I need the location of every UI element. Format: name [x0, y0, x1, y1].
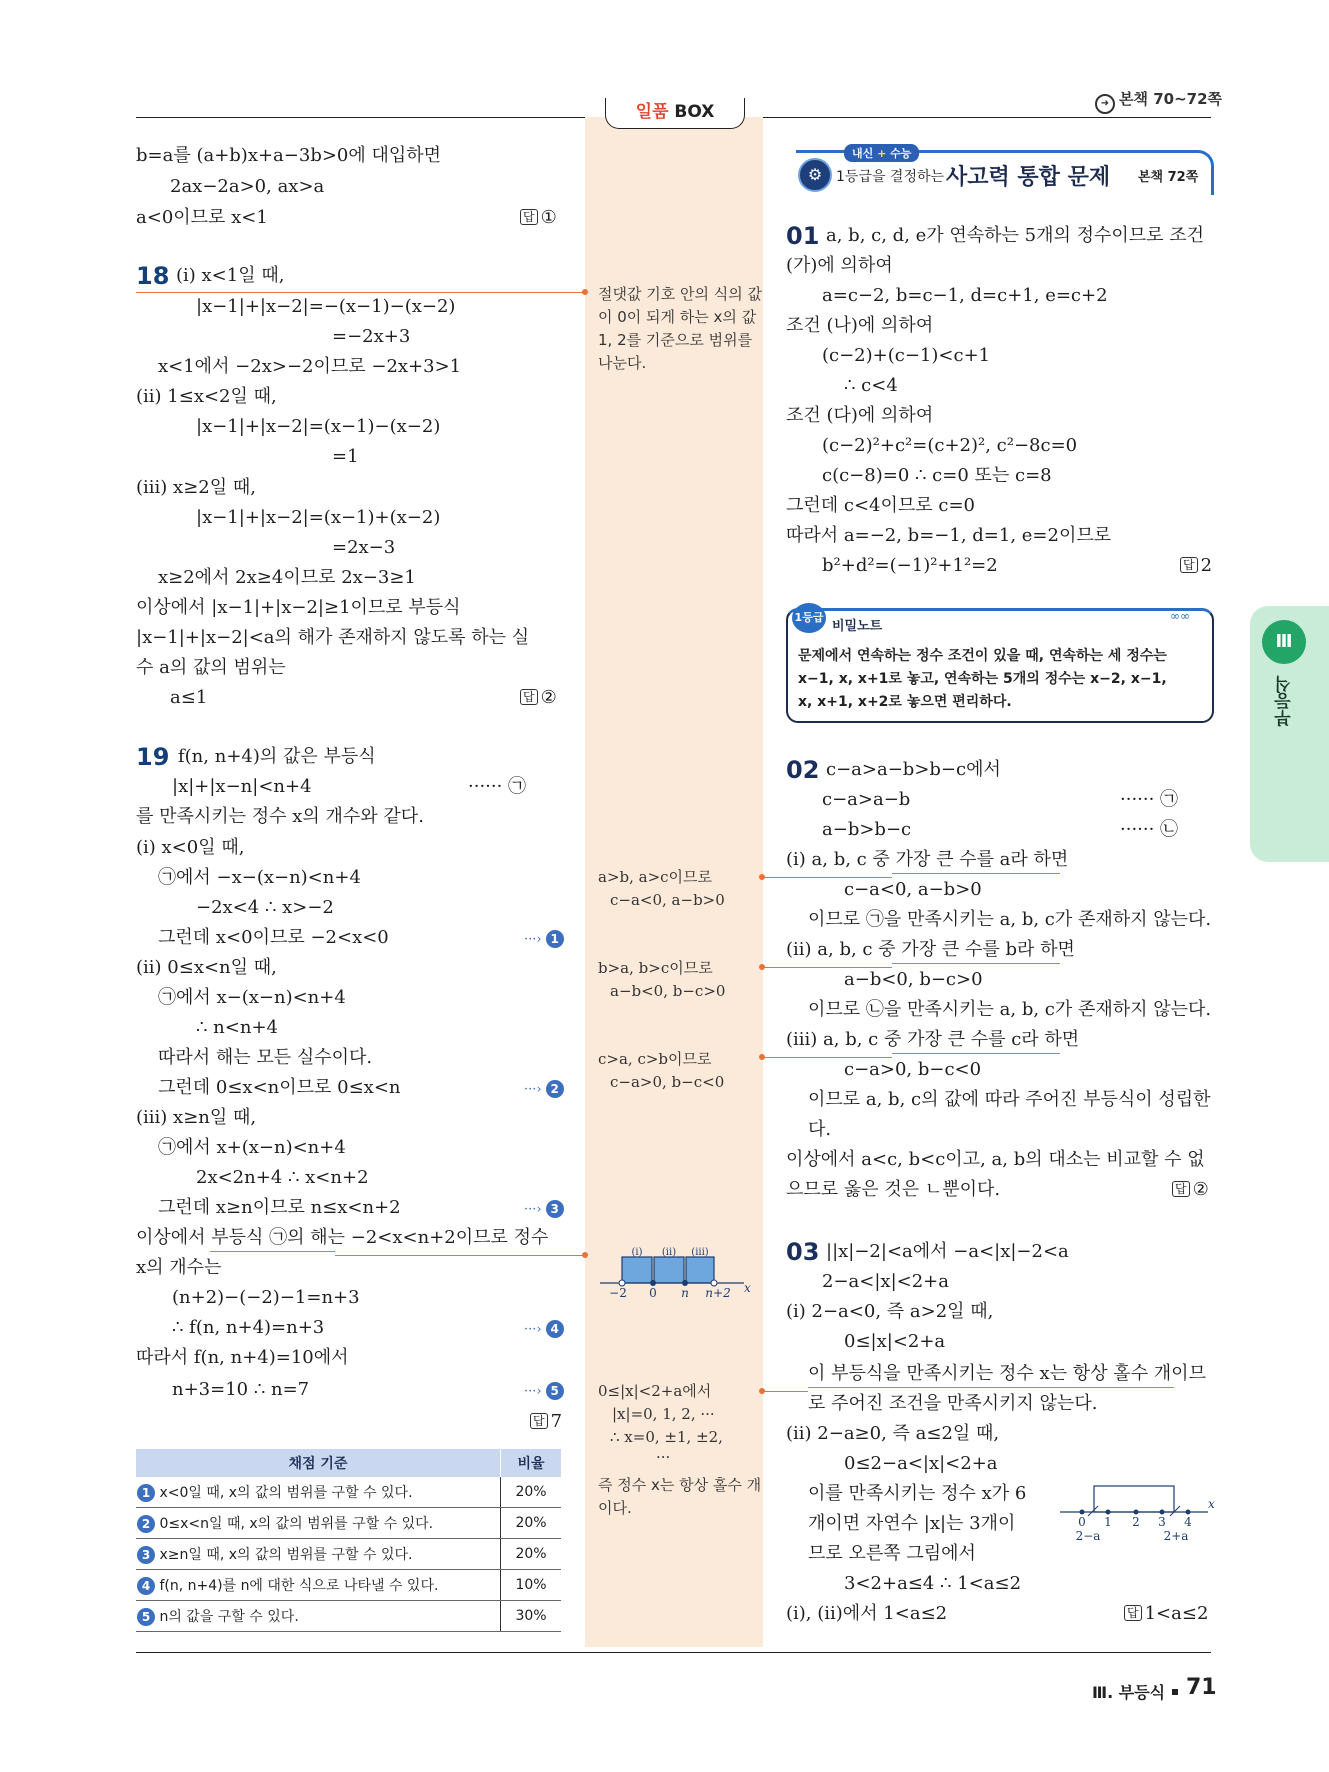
answer-mark: 답 1<a≤2	[1124, 1602, 1208, 1626]
banner-title: 사고력 통합 문제	[946, 165, 1111, 190]
text-line: 이상에서 부등식 ㉠의 해는 −2<x<n+2이므로 정수	[136, 1227, 549, 1248]
text-line: 이므로 ㉡을 만족시키는 a, b, c가 존재하지 않는다.	[808, 999, 1212, 1020]
number-line-diagram-03	[1058, 1478, 1218, 1544]
answer-mark: 답 ①	[520, 206, 557, 230]
text-line: 다.	[808, 1119, 832, 1140]
table-row: 2 0≤x<n일 때, x의 값의 범위를 구할 수 있다. 20%	[136, 1508, 561, 1539]
text-line: 3<2+a≤4 ∴ 1<a≤2	[844, 1573, 1022, 1594]
text-line: |x−1|+|x−2|=−(x−1)−(x−2)	[196, 296, 456, 317]
tick-label: n	[681, 1286, 689, 1300]
criterion-text: f(n, n+4)를 n에 대한 식으로 나타낼 수 있다.	[159, 1578, 439, 1594]
text-line: (iii) a, b, c 중 가장 큰 수를 c라 하면	[786, 1029, 1080, 1050]
text-line: (i), (ii)에서 1<a≤2	[786, 1603, 948, 1624]
criterion-pct: 30%	[501, 1601, 562, 1632]
text-line: 2ax−2a>0, ax>a	[170, 176, 325, 197]
tick-label: 1	[1104, 1515, 1112, 1529]
text-line: (c−2)²+c²=(c+2)², c²−8c=0	[822, 435, 1078, 456]
grade-badge: 1등급	[792, 603, 826, 633]
text-line: b=a를 (a+b)x+a−3b>0에 대입하면	[136, 145, 442, 166]
problem-number: 19	[136, 743, 170, 771]
underline	[892, 963, 1060, 964]
text-line: 2−a<|x|<2+a	[822, 1271, 949, 1292]
banner-page-ref: 본책 72쪽	[1138, 170, 1199, 185]
text-line: ∴ c<4	[844, 375, 898, 396]
tick-label: n+2	[705, 1286, 731, 1300]
text-line: c−a>a−b>b−c에서	[826, 759, 1001, 780]
text-line: (ii) a, b, c 중 가장 큰 수를 b라 하면	[786, 939, 1075, 960]
text-line: x−1, x, x+1로 놓고, 연속하는 5개의 정수는 x−2, x−1,	[798, 671, 1167, 687]
text-line: c(c−8)=0 ∴ c=0 또는 c=8	[822, 465, 1052, 486]
text-line: (ii) 1≤x<2일 때,	[136, 386, 277, 407]
text-line: 이므로 a, b, c의 값에 따라 주어진 부등식이 성립한	[808, 1089, 1211, 1110]
text-line: −2x<4 ∴ x>−2	[196, 897, 334, 918]
text-line: (i) a, b, c 중 가장 큰 수를 a라 하면	[786, 849, 1069, 870]
text-line: 그런데 x≥n이므로 n≤x<n+2	[158, 1197, 401, 1218]
text-line: (iii) x≥2일 때,	[136, 477, 256, 498]
text-line: =1	[332, 446, 359, 467]
text-line: a−b<0, b−c>0	[844, 969, 983, 990]
connector-dot	[759, 1054, 765, 1060]
text-line: |x−1|+|x−2|=(x−1)−(x−2)	[196, 416, 441, 437]
text-line: 개이면 자연수 |x|는 3개이	[808, 1513, 1016, 1534]
number-line-diagram	[596, 1245, 756, 1301]
text-line: 이상에서 |x−1|+|x−2|≥1이므로 부등식	[136, 597, 461, 618]
text-line: n+3=10 ∴ n=7	[172, 1379, 310, 1400]
text-line: |x−1|+|x−2|<a의 해가 존재하지 않도록 하는 실	[136, 627, 530, 648]
text-line: ∴ f(n, n+4)=n+3	[172, 1317, 325, 1338]
underline	[808, 1387, 1174, 1388]
text-line: (ii) 0≤x<n일 때,	[136, 957, 277, 978]
region-label: (iii)	[691, 1247, 709, 1258]
text-line: 따라서 해는 모든 실수이다.	[158, 1047, 373, 1068]
text-line: 조건 (다)에 의하여	[786, 405, 934, 426]
text-line: x<1에서 −2x>−2이므로 −2x+3>1	[158, 356, 462, 377]
text-line: (c−2)+(c−1)<c+1	[822, 345, 991, 366]
text-line: a=c−2, b=c−1, d=c+1, e=c+2	[822, 285, 1108, 306]
table-row: 5 n의 값을 구할 수 있다. 30%	[136, 1601, 561, 1632]
axis-label: x	[1208, 1497, 1215, 1511]
interval-region	[654, 1257, 684, 1283]
connector-line	[762, 1391, 808, 1392]
table-row: 3 x≥n일 때, x의 값의 범위를 구할 수 있다. 20%	[136, 1539, 561, 1570]
connector-dot	[582, 289, 588, 295]
text-line: |x−1|+|x−2|=(x−1)+(x−2)	[196, 507, 441, 528]
underline	[892, 873, 1060, 874]
text-line: 그런데 x<0이므로 −2<x<0	[158, 927, 389, 948]
equation-tag: ······ ㉠	[1120, 789, 1179, 810]
text-line: ㉠에서 x−(x−n)<n+4	[158, 987, 346, 1008]
connector-dot	[759, 874, 765, 880]
criterion-text: n의 값을 구할 수 있다.	[159, 1609, 299, 1625]
text-line: 0≤|x|<2+a	[844, 1331, 946, 1352]
problem-number: 02	[786, 756, 820, 784]
text-line: (n+2)−(−2)−1=n+3	[172, 1287, 360, 1308]
text-line: a, b, c, d, e가 연속하는 5개의 정수이므로 조건	[826, 225, 1205, 246]
text-line: 므로 오른쪽 그림에서	[808, 1543, 976, 1564]
exam-tag: 내신 + 수능	[844, 144, 919, 162]
text-line: 이를 만족시키는 정수 x가 6	[808, 1483, 1027, 1504]
text-line: 그런데 c<4이므로 c=0	[786, 495, 976, 516]
region-label: (ii)	[661, 1247, 677, 1258]
tick-point	[1160, 1510, 1165, 1515]
underline	[892, 1053, 1060, 1054]
text-line: 이상에서 a<c, b<c이고, a, b의 대소는 비교할 수 없	[786, 1149, 1205, 1170]
tick-label: 2	[1132, 1515, 1140, 1529]
answer-mark: 답 2	[1180, 554, 1212, 578]
problem-number: 18	[136, 262, 170, 290]
chapter-roman-badge: Ⅲ	[1262, 620, 1306, 664]
text-line: 수 a의 값의 범위는	[136, 657, 286, 678]
text-line: c−a>0, b−c<0	[844, 1059, 982, 1080]
text-line: |x|+|x−n|<n+4	[172, 776, 312, 797]
text-line: 그런데 0≤x<n이므로 0≤x<n	[158, 1077, 401, 1098]
text-line: (i) x<1일 때,	[176, 265, 285, 286]
tick-label: 3	[1158, 1515, 1166, 1529]
text-line: 이 부등식을 만족시키는 정수 x는 항상 홀수 개이므	[808, 1363, 1206, 1384]
criterion-pct: 20%	[501, 1539, 562, 1570]
axis-label: x	[744, 1281, 751, 1295]
step-marker: ···› 2	[524, 1080, 564, 1098]
secret-note-box	[786, 608, 1214, 723]
interval-region	[622, 1257, 652, 1283]
text-line: a≤1	[170, 687, 208, 708]
secret-note-title: 비밀노트	[832, 619, 883, 634]
banner-subtitle: 1등급을 결정하는	[836, 169, 945, 185]
section-banner	[786, 148, 1211, 194]
text-line: 0≤2−a<|x|<2+a	[844, 1453, 998, 1474]
criterion-text: x<0일 때, x의 값의 범위를 구할 수 있다.	[159, 1485, 413, 1501]
connector-dot	[582, 1252, 588, 1258]
criterion-text: 0≤x<n일 때, x의 값의 범위를 구할 수 있다.	[159, 1516, 434, 1532]
text-line: 문제에서 연속하는 정수 조건이 있을 때, 연속하는 세 정수는	[798, 648, 1167, 664]
region-label: (i)	[631, 1247, 643, 1258]
text-line: ㉠에서 −x−(x−n)<n+4	[158, 867, 361, 888]
footer-chapter: Ⅲ. 부등식	[1092, 1683, 1166, 1702]
equation-tag: ······ ㉡	[1120, 819, 1179, 840]
tick-point	[1186, 1510, 1191, 1515]
problem-number: 03	[786, 1238, 820, 1266]
tick-label: 2−a	[1075, 1529, 1101, 1543]
text-line: c−a>a−b	[822, 789, 911, 810]
text-line: (가)에 의하여	[786, 255, 893, 276]
tick-label: −2	[609, 1286, 627, 1300]
text-line: =2x−3	[332, 537, 396, 558]
tick-point	[1080, 1510, 1085, 1515]
interval-region	[1094, 1486, 1174, 1512]
problem-number: 01	[786, 222, 820, 250]
text-line: b²+d²=(−1)²+1²=2	[822, 555, 998, 576]
table-header: 비율	[501, 1449, 562, 1477]
underline	[210, 1251, 335, 1252]
equation-tag: ······ ㉠	[468, 776, 527, 797]
criterion-pct: 20%	[501, 1477, 562, 1508]
table-header: 채점 기준	[136, 1449, 501, 1477]
text-line: 따라서 f(n, n+4)=10에서	[136, 1347, 349, 1368]
gear-icon: ⚙	[798, 158, 832, 192]
text-line: 2x<2n+4 ∴ x<n+2	[196, 1167, 369, 1188]
book-reference: ➜ 본책 70~72쪽	[1095, 88, 1222, 114]
text-line: (iii) x≥n일 때,	[136, 1107, 257, 1128]
text-line: 따라서 a=−2, b=−1, d=1, e=2이므로	[786, 525, 1112, 546]
connector-dot	[759, 1388, 765, 1394]
text-line: a<0이므로 x<1	[136, 207, 268, 228]
chapter-side-tab	[1250, 606, 1329, 862]
step-marker: ···› 5	[524, 1382, 564, 1400]
text-line: x≥2에서 2x≥4이므로 2x−3≥1	[158, 567, 416, 588]
text-line: (ii) 2−a≥0, 즉 a≤2일 때,	[786, 1423, 1000, 1444]
criterion-pct: 20%	[501, 1508, 562, 1539]
tick-point	[1134, 1510, 1139, 1515]
text-line: 이므로 ㉠을 만족시키는 a, b, c가 존재하지 않는다.	[808, 909, 1212, 930]
text-line: 로 주어진 조건을 만족시키지 않는다.	[808, 1393, 1098, 1414]
criterion-pct: 10%	[501, 1570, 562, 1601]
tick-label: 0	[649, 1286, 657, 1300]
text-line: c−a<0, a−b>0	[844, 879, 982, 900]
text-line: =−2x+3	[332, 326, 411, 347]
tick-label: 4	[1184, 1515, 1192, 1529]
tick-label: 2+a	[1163, 1529, 1189, 1543]
text-line: 으므로 옳은 것은 ㄴ뿐이다.	[786, 1179, 1001, 1200]
answer-mark: 답 7	[530, 1410, 562, 1434]
text-line: (i) x<0일 때,	[136, 837, 245, 858]
arrow-circle-icon: ➜	[1095, 94, 1115, 114]
text-line: ∴ n<n+4	[196, 1017, 278, 1038]
table-header-row	[136, 1449, 561, 1477]
chapter-side-label: 부등식	[1275, 676, 1295, 727]
text-line: a−b>b−c	[822, 819, 912, 840]
text-line: f(n, n+4)의 값은 부등식	[178, 746, 376, 767]
footer-rule	[136, 1652, 1211, 1653]
tick-label: 0	[1078, 1515, 1086, 1529]
text-line: x, x+1, x+2로 놓으면 편리하다.	[798, 694, 1012, 710]
text-line: (i) 2−a<0, 즉 a>2일 때,	[786, 1301, 994, 1322]
criterion-text: x≥n일 때, x의 값의 범위를 구할 수 있다.	[159, 1547, 413, 1563]
connector-dot	[759, 964, 765, 970]
step-marker: ···› 3	[524, 1200, 564, 1218]
interval-region	[686, 1257, 714, 1283]
table-row: 4 f(n, n+4)를 n에 대한 식으로 나타낼 수 있다. 10%	[136, 1570, 561, 1601]
text-line: ||x|−2|<a에서 −a<|x|−2<a	[826, 1241, 1069, 1262]
page-number: 71	[1186, 1675, 1217, 1700]
scoring-criteria-table	[136, 1449, 561, 1632]
answer-mark: 답 ②	[520, 686, 557, 710]
connector-line	[335, 1255, 585, 1256]
connector-line	[136, 292, 586, 293]
decoration-icon: ∞∞	[1170, 609, 1190, 623]
table-row: 1 x<0일 때, x의 값의 범위를 구할 수 있다. 20%	[136, 1477, 561, 1508]
footer-bullet	[1172, 1689, 1178, 1695]
text-line: ㉠에서 x+(x−n)<n+4	[158, 1137, 346, 1158]
tick-point	[1106, 1510, 1111, 1515]
box-tab: 일품 BOX	[605, 98, 745, 129]
text-line: 조건 (나)에 의하여	[786, 315, 934, 336]
text-line: 를 만족시키는 정수 x의 개수와 같다.	[136, 806, 424, 827]
step-marker: ···› 1	[524, 930, 564, 948]
answer-mark: 답 ②	[1172, 1178, 1209, 1202]
step-marker: ···› 4	[524, 1320, 564, 1338]
text-line: x의 개수는	[136, 1257, 222, 1278]
